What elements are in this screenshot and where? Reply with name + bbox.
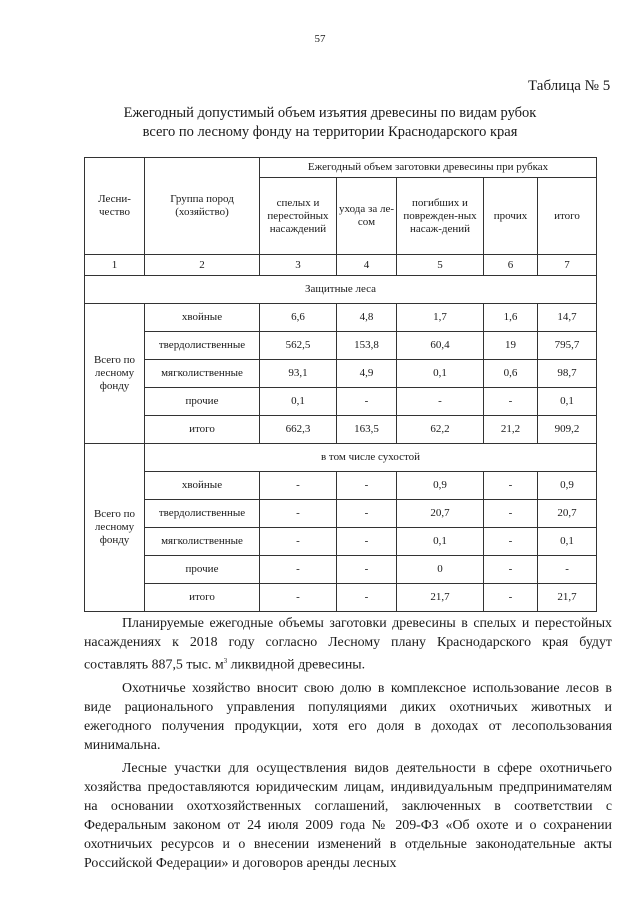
- value-cell: -: [484, 500, 538, 528]
- value-cell: -: [337, 556, 397, 584]
- value-cell: 0: [397, 556, 484, 584]
- paragraph-hunting-economy: Охотничье хозяйство вносит свою долю в комплексное использование лесов в виде рационального управления популяциями диких охотничьих животных и ежегодного получения продукции, хотя его доля в доходах от лесопользования минимальна.: [84, 680, 612, 753]
- value-cell: 0,1: [538, 528, 597, 556]
- value-cell: -: [337, 388, 397, 416]
- column-number: 6: [484, 255, 538, 276]
- value-cell: 0,1: [397, 528, 484, 556]
- section-title-protective-forests: Защитные леса: [85, 276, 597, 304]
- species-group-cell: мягколиственные: [145, 528, 260, 556]
- column-number: 7: [538, 255, 597, 276]
- section-title-deadwood: в том числе сухостой: [145, 444, 597, 472]
- value-cell: -: [337, 584, 397, 612]
- value-cell: -: [260, 500, 337, 528]
- species-group-cell: твердолиственные: [145, 332, 260, 360]
- value-cell: 662,3: [260, 416, 337, 444]
- value-cell: -: [484, 556, 538, 584]
- table-title-line-1: Ежегодный допустимый объем изъятия древесины по видам рубок: [123, 105, 537, 121]
- value-cell: 0,1: [397, 360, 484, 388]
- cubic-superscript: 3: [223, 657, 228, 665]
- forestry-cell: Всего по лесному фонду: [85, 304, 145, 444]
- value-cell: 21,2: [484, 416, 538, 444]
- table-label: Таблица № 5: [528, 78, 611, 94]
- species-group-cell: мягколиственные: [145, 360, 260, 388]
- value-cell: 0,9: [397, 472, 484, 500]
- value-cell: -: [260, 556, 337, 584]
- header-other: прочих: [484, 178, 538, 255]
- table-row: [85, 472, 597, 500]
- table-row: [85, 360, 597, 388]
- value-cell: -: [337, 528, 397, 556]
- value-cell: 4,9: [337, 360, 397, 388]
- value-cell: 20,7: [397, 500, 484, 528]
- table-row: [85, 304, 597, 332]
- column-number: 5: [397, 255, 484, 276]
- paragraph-text: ликвидной древесины.: [227, 657, 366, 673]
- species-group-cell: итого: [145, 416, 260, 444]
- value-cell: 21,7: [397, 584, 484, 612]
- header-dead-damaged: погибших и поврежден-ных насаж-дений: [397, 178, 484, 255]
- value-cell: 62,2: [397, 416, 484, 444]
- value-cell: -: [397, 388, 484, 416]
- table-row-total: [85, 584, 597, 612]
- table-row: [85, 528, 597, 556]
- page-number: 57: [314, 33, 326, 45]
- species-group-cell: твердолиственные: [145, 500, 260, 528]
- body-text: [84, 614, 612, 877]
- value-cell: -: [484, 528, 538, 556]
- value-cell: 0,1: [538, 388, 597, 416]
- column-number-row: [85, 255, 597, 276]
- column-number: 3: [260, 255, 337, 276]
- column-number: 1: [85, 255, 145, 276]
- column-number: 4: [337, 255, 397, 276]
- value-cell: 0,9: [538, 472, 597, 500]
- table-title: [90, 104, 570, 142]
- value-cell: -: [538, 556, 597, 584]
- value-cell: 0,6: [484, 360, 538, 388]
- paragraph-harvest-plan: [84, 614, 612, 675]
- value-cell: -: [337, 500, 397, 528]
- header-total: итого: [538, 178, 597, 255]
- value-cell: 1,7: [397, 304, 484, 332]
- value-cell: 153,8: [337, 332, 397, 360]
- table-row-total: [85, 416, 597, 444]
- header-mature: спелых и перестойных насаждений: [260, 178, 337, 255]
- value-cell: -: [260, 472, 337, 500]
- value-cell: 562,5: [260, 332, 337, 360]
- value-cell: 93,1: [260, 360, 337, 388]
- species-group-cell: прочие: [145, 556, 260, 584]
- value-cell: 795,7: [538, 332, 597, 360]
- table-row: [85, 388, 597, 416]
- value-cell: 20,7: [538, 500, 597, 528]
- species-group-cell: итого: [145, 584, 260, 612]
- species-group-cell: прочие: [145, 388, 260, 416]
- value-cell: 909,2: [538, 416, 597, 444]
- value-cell: 6,6: [260, 304, 337, 332]
- paragraph-text: Планируемые ежегодные объемы заготовки древесины в спелых и перестойных насаждениях к 2018 году согласно Лесному плану Краснодарского края будут составлять 887,5 тыс. м: [84, 616, 612, 673]
- header-annual-volume: Ежегодный объем заготовки древесины при рубках: [260, 158, 597, 178]
- value-cell: 98,7: [538, 360, 597, 388]
- value-cell: 0,1: [260, 388, 337, 416]
- species-group-cell: хвойные: [145, 304, 260, 332]
- forestry-cell: Всего по лесному фонду: [85, 444, 145, 612]
- value-cell: -: [337, 472, 397, 500]
- table-title-line-2: всего по лесному фонду на территории Краснодарского края: [142, 124, 518, 140]
- value-cell: 1,6: [484, 304, 538, 332]
- value-cell: -: [484, 472, 538, 500]
- value-cell: -: [260, 584, 337, 612]
- table-row: [85, 556, 597, 584]
- value-cell: 4,8: [337, 304, 397, 332]
- paragraph-forest-plots: Лесные участки для осуществления видов деятельности в сфере охотничьего хозяйства предоставляются юридическим лицам, индивидуальным предпринимателям на основании охотхозяйственных соглашений, заключенных в соответствии с Федеральным законом от 24 июля 2009 года № 209-ФЗ «Об охоте и о сохранении охотничьих ресурсов и о внесении изменений в отдельные законодательные акты Российской Федерации» и договоров аренды лесных: [84, 760, 612, 871]
- value-cell: 19: [484, 332, 538, 360]
- header-forestry: Лесни-чество: [85, 158, 145, 255]
- table-row: [85, 500, 597, 528]
- value-cell: -: [484, 388, 538, 416]
- header-care: ухода за ле-сом: [337, 178, 397, 255]
- column-number: 2: [145, 255, 260, 276]
- value-cell: 14,7: [538, 304, 597, 332]
- value-cell: 60,4: [397, 332, 484, 360]
- value-cell: 21,7: [538, 584, 597, 612]
- value-cell: 163,5: [337, 416, 397, 444]
- species-group-cell: хвойные: [145, 472, 260, 500]
- harvest-volume-table: [84, 157, 597, 612]
- table-row: [85, 332, 597, 360]
- header-species-group: Группа пород (хозяйство): [145, 158, 260, 255]
- value-cell: -: [484, 584, 538, 612]
- value-cell: -: [260, 528, 337, 556]
